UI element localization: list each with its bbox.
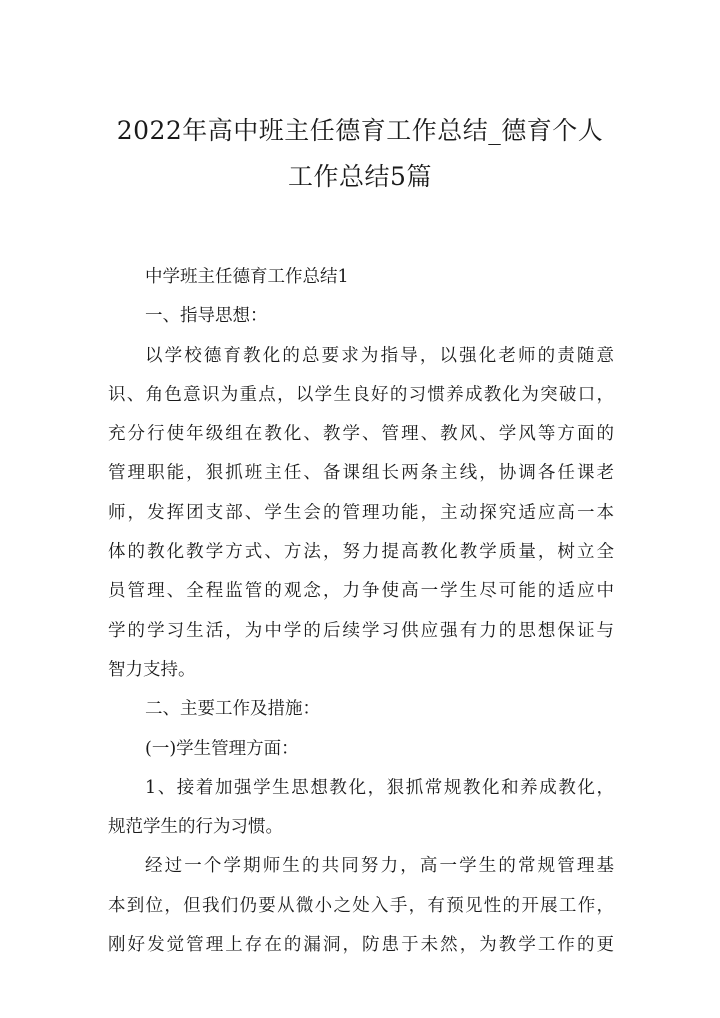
paragraph-line: 学的学习生活，为中学的后续学习供应强有力的思想保证与 bbox=[108, 620, 614, 641]
paragraph-line: 员管理、全程监管的观念，力争使高一学生尽可能的适应中 bbox=[108, 581, 614, 602]
paragraph-line: (一)学生管理方面： bbox=[145, 738, 299, 759]
paragraph-line: 师，发挥团支部、学生会的管理功能，主动探究适应高一本 bbox=[108, 502, 614, 523]
paragraph-line: 本到位，但我们仍要从微小之处入手，有预见性的开展工作， bbox=[108, 895, 614, 916]
paragraph-line: 中学班主任德育工作总结1 bbox=[145, 267, 349, 287]
document-body bbox=[108, 258, 614, 965]
paragraph-line: 充分行使年级组在教化、教学、管理、教风、学风等方面的 bbox=[108, 424, 614, 445]
paragraph-line: 以学校德育教化的总要求为指导，以强化老师的责随意 bbox=[145, 345, 614, 366]
document-title-line-2: 工作总结5篇 bbox=[288, 162, 432, 191]
paragraph-line: 二、主要工作及措施： bbox=[145, 699, 320, 720]
document-title-line-1: 2022年高中班主任德育工作总结_德育个人 bbox=[116, 116, 604, 145]
paragraph-line: 管理职能，狠抓班主任、备课组长两条主线，协调各任课老 bbox=[108, 463, 614, 484]
paragraph-line: 经过一个学期师生的共同努力，高一学生的常规管理基 bbox=[145, 856, 614, 877]
paragraph-line: 规范学生的行为习惯。 bbox=[108, 817, 283, 838]
paragraph-line: 识、角色意识为重点，以学生良好的习惯养成教化为突破口， bbox=[108, 384, 614, 405]
paragraph-line: 1、接着加强学生思想教化，狠抓常规教化和养成教化， bbox=[145, 777, 614, 798]
paragraph-line: 刚好发觉管理上存在的漏洞，防患于未然，为教学工作的更 bbox=[108, 935, 614, 956]
paragraph-line: 智力支持。 bbox=[108, 659, 196, 680]
paragraph-line: 一、指导思想： bbox=[145, 306, 268, 327]
paragraph-line: 体的教化教学方式、方法，努力提高教化教学质量，树立全 bbox=[108, 542, 614, 563]
